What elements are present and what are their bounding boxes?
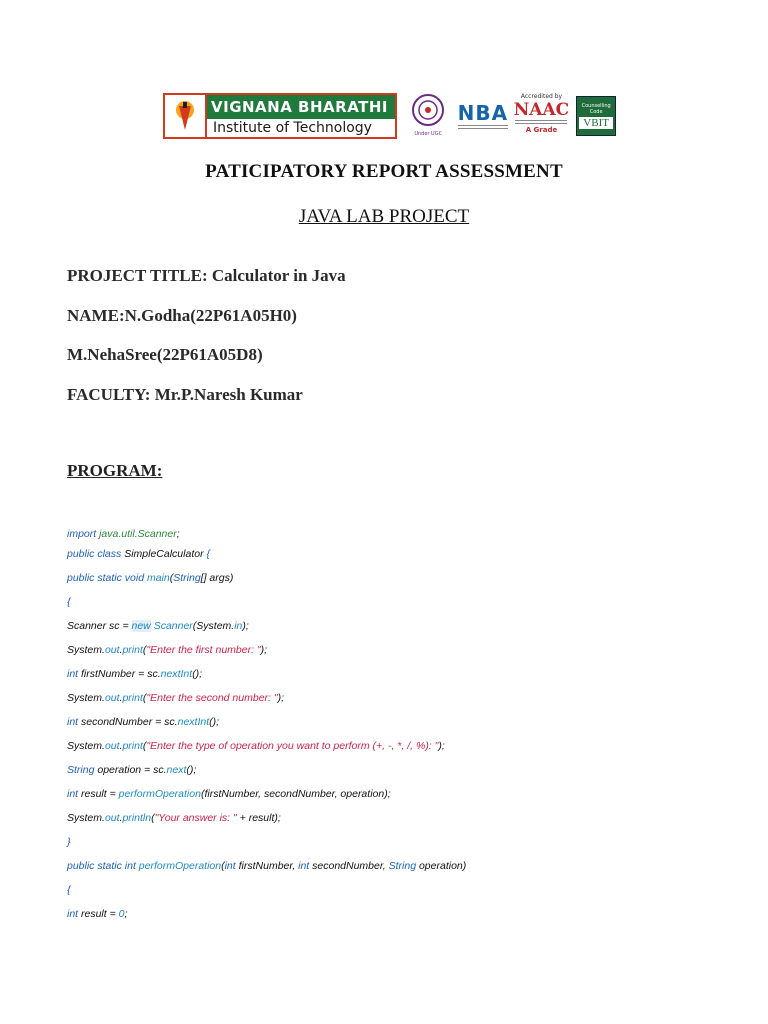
code-line: Scanner sc = new Scanner(System.in); (67, 620, 249, 632)
nba-underline (458, 124, 508, 131)
vbit-emblem-icon (165, 95, 207, 137)
student-name: NAME:N.Godha(22P61A05H0) (67, 306, 297, 325)
naac-accredited-by: Accredited by (520, 93, 563, 100)
code-line: System.out.print("Enter the first number: "); (67, 644, 268, 656)
project-title-line (67, 266, 346, 286)
code-line: System.out.print("Enter the second number: "); (67, 692, 285, 704)
code-line: { (67, 596, 71, 608)
report-subtitle: JAVA LAB PROJECT (298, 206, 470, 227)
code-line: int secondNumber = sc.nextInt(); (67, 716, 220, 728)
faculty-label: FACULTY: (67, 385, 151, 404)
ugc-caption: Under UGC (414, 131, 443, 137)
code-line: public static int performOperation(int firstNumber, int secondNumber, String operation) (67, 860, 467, 872)
institute-name: VIGNANA BHARATHI (207, 95, 395, 119)
nba-text: NBA (457, 100, 509, 125)
project-title-label: PROJECT TITLE: (67, 266, 208, 285)
counselling-code-value: VBIT (579, 117, 613, 129)
faculty-line (67, 385, 303, 405)
code-line: int result = 0; (67, 908, 128, 920)
code-line: System.out.println("Your answer is: " + result); (67, 812, 281, 824)
code-line: { (67, 884, 71, 896)
report-title: PATICIPATORY REPORT ASSESSMENT (205, 161, 563, 182)
institute-subtitle: Institute of Technology (213, 120, 372, 136)
nba-logo (455, 93, 511, 139)
project-title-value: Calculator in Java (207, 266, 346, 285)
student-name-2: M.NehaSree(22P61A05D8) (67, 345, 263, 364)
code-line: String operation = sc.next(); (67, 764, 197, 776)
header-logo-strip (163, 92, 616, 140)
naac-divider (515, 119, 567, 126)
vbit-logo (163, 93, 397, 139)
ugc-emblem-icon (411, 93, 445, 131)
student-name-line (67, 306, 297, 326)
code-line: } (67, 836, 71, 848)
faculty-value: Mr.P.Naresh Kumar (150, 385, 303, 404)
naac-logo (513, 93, 571, 139)
naac-grade: A Grade (525, 126, 558, 134)
code-line: System.out.print("Enter the type of operation you want to perform (+, -, *, /, %): "); (67, 740, 445, 752)
program-heading: PROGRAM: (67, 461, 163, 480)
naac-text: NAAC (513, 100, 570, 120)
counselling-code-label: Counselling Code (581, 103, 611, 115)
ugc-logo (409, 93, 447, 139)
code-line: public class SimpleCalculator { (67, 548, 211, 560)
code-line: int firstNumber = sc.nextInt(); (67, 668, 203, 680)
code-line: int result = performOperation(firstNumber, secondNumber, operation); (67, 788, 391, 800)
code-line: public static void main(String[] args) (67, 572, 234, 584)
code-line: import java.util.Scanner; (67, 528, 180, 540)
student-name-line-2 (67, 345, 263, 365)
counselling-code-badge (576, 96, 616, 136)
